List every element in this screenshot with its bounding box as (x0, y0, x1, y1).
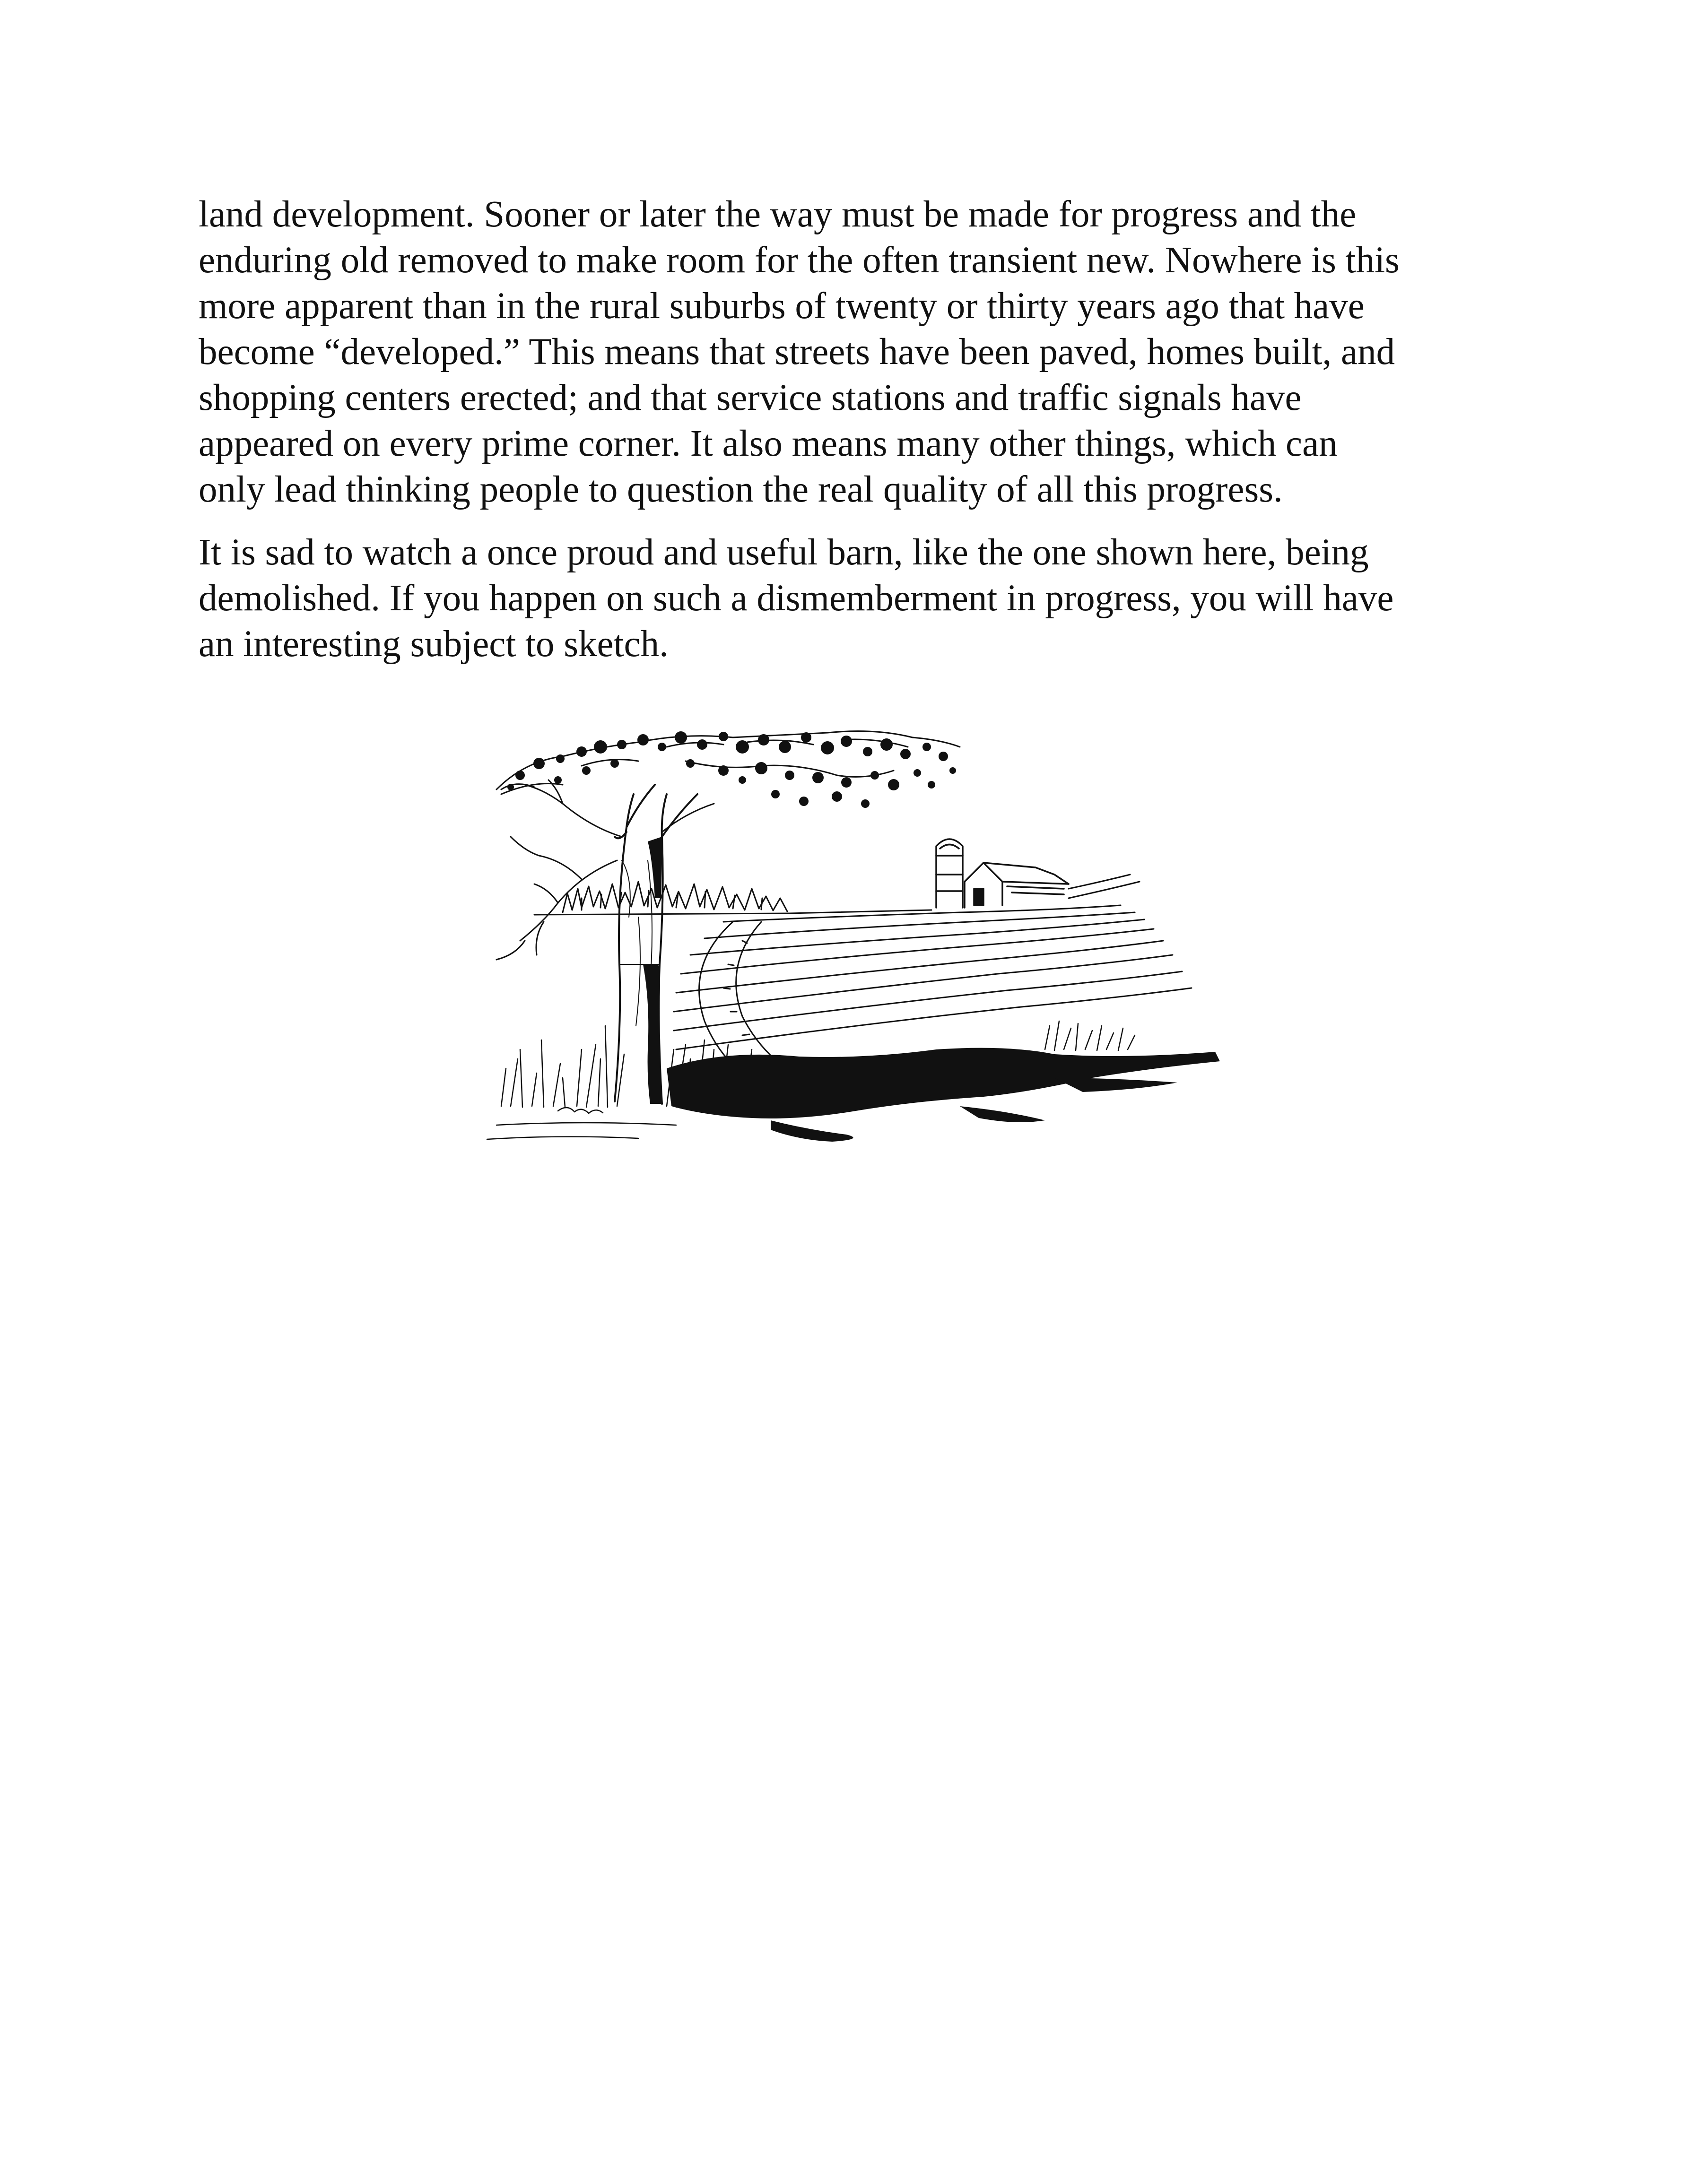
paragraph-1 (199, 191, 1504, 512)
paragraph-2 (199, 529, 1504, 667)
bare-branches (496, 780, 714, 960)
horizon-line (534, 910, 931, 915)
silo (936, 839, 963, 908)
text-line: an interesting subject to sketch. (199, 624, 669, 665)
trunk-shading (643, 837, 662, 1104)
text-line: more apparent than in the rural suburbs of twenty or thirty years ago that have (199, 286, 1365, 327)
text-line: demolished. If you happen on such a dismemberment in progress, you will have (199, 578, 1394, 619)
field-furrows (674, 875, 1192, 1049)
text-line: shopping centers erected; and that service stations and traffic signals have (199, 377, 1302, 418)
ground-shadows (667, 1048, 1220, 1142)
paragraph-spacer (199, 512, 1504, 529)
text-line: enduring old removed to make room for the often transient new. Nowhere is this (199, 240, 1400, 281)
farm-landscape-sketch-icon (440, 719, 1244, 1158)
artist-signature (558, 1108, 603, 1113)
foliage-leaves (507, 731, 956, 808)
landscape-drawing (440, 719, 1244, 1158)
text-line: only lead thinking people to question the real quality of all this progress. (199, 469, 1283, 510)
text-line: It is sad to watch a once proud and useful barn, like the one shown here, being (199, 532, 1369, 573)
text-line: appeared on every prime corner. It also means many other things, which can (199, 423, 1338, 464)
text-line: become “developed.” This means that streets have been paved, homes built, and (199, 331, 1395, 373)
treeline (563, 882, 787, 912)
text-line: land development. Sooner or later the way must be made for progress and the (199, 194, 1357, 235)
barn (965, 863, 1069, 908)
body-text (199, 191, 1504, 667)
